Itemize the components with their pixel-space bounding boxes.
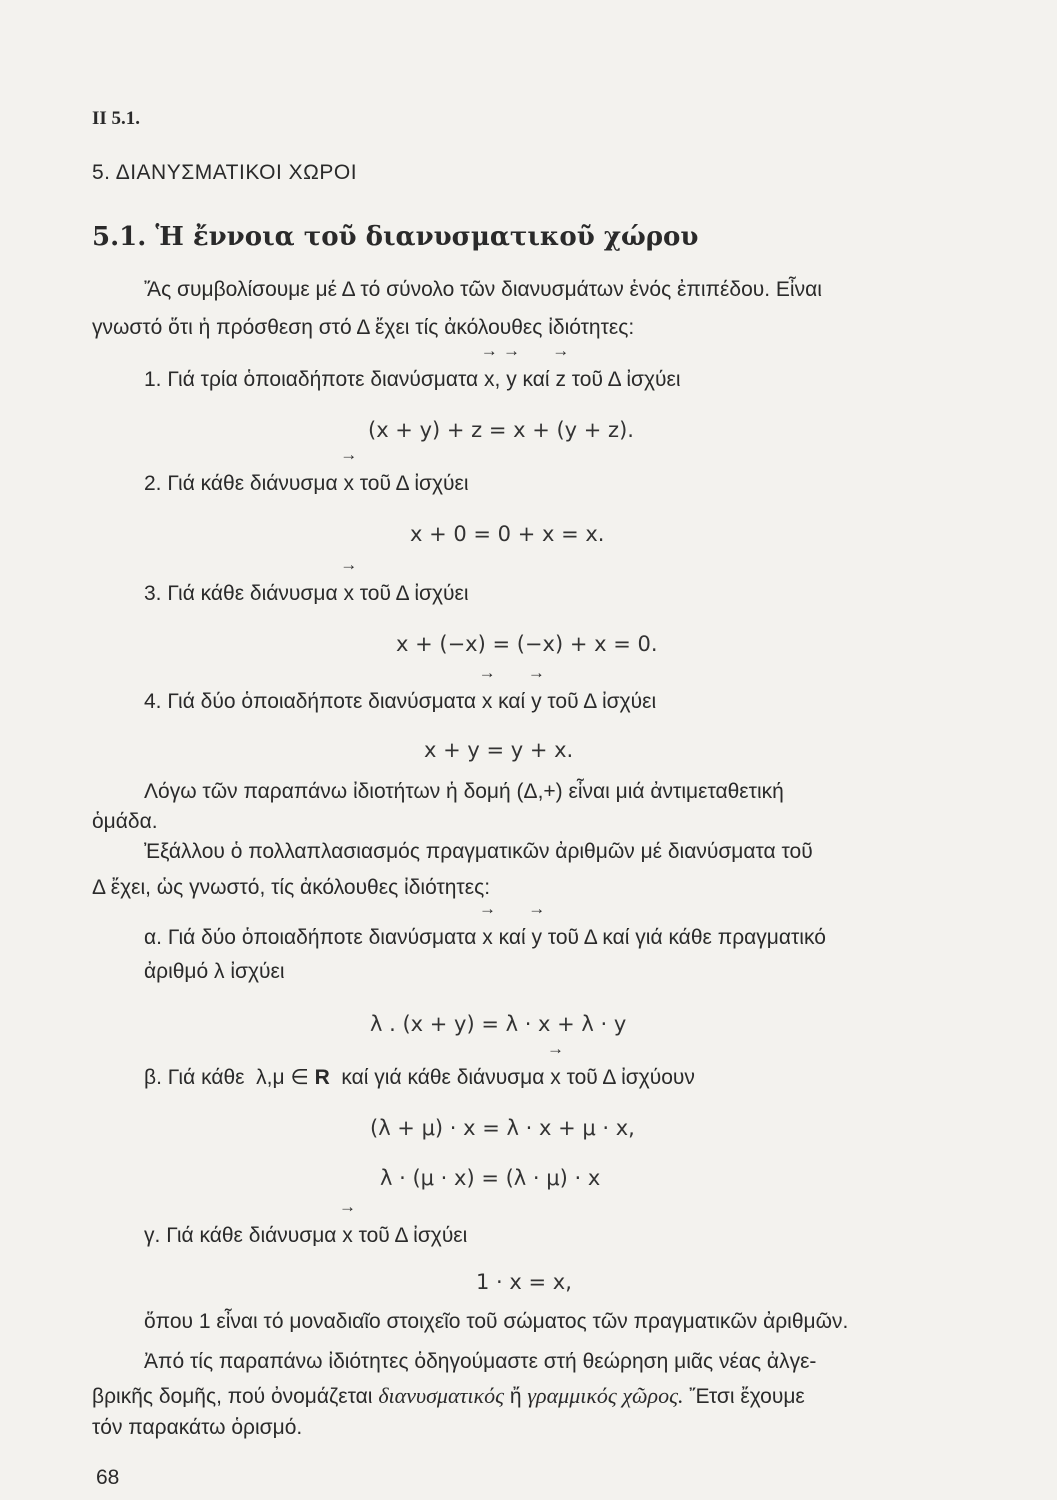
running-header: II 5.1. xyxy=(92,108,141,129)
scalar-intro-line-2: Δ ἔχει, ὡς γνωστό, τίς ἀκόλουθες ἰδιότητες: xyxy=(92,876,491,899)
prop-1-vector-x: → x xyxy=(484,364,495,396)
property-gamma xyxy=(144,1220,467,1252)
formula-associativity: (x + y) + z = x + (y + z). xyxy=(368,418,634,442)
formula-associative-scalars: λ · (μ · x) = (λ · μ) · x xyxy=(380,1166,601,1190)
prop-2-text-a: Γιά κάθε διάνυσμα xyxy=(167,472,338,495)
formula-distributive-scalars: (λ + μ) · x = λ · x + μ · x, xyxy=(370,1116,635,1140)
page-number: 68 xyxy=(96,1466,120,1489)
prop-alpha-vector-y: → y xyxy=(532,922,543,954)
prop-4-text-b: τοῦ Δ ἰσχύει xyxy=(547,690,657,713)
prop-1-separator: , xyxy=(494,368,501,391)
prop-alpha-label: α. xyxy=(144,926,162,949)
prop-3-text-b: τοῦ Δ ἰσχύει xyxy=(359,582,469,605)
prop-beta-real-set: R xyxy=(314,1066,330,1089)
property-4 xyxy=(144,686,656,718)
conclusion-line-2-a: βρικῆς δομῆς, πού ὀνομάζεται xyxy=(92,1385,373,1408)
prop-4-text-a: Γιά δύο ὁποιαδήποτε διανύσματα xyxy=(167,690,476,713)
prop-alpha-text-b: τοῦ Δ καί γιά κάθε πραγματικό xyxy=(547,926,826,949)
prop-3-number: 3. xyxy=(144,582,162,605)
prop-gamma-text-a: Γιά κάθε διάνυσμα xyxy=(166,1224,337,1247)
property-beta xyxy=(144,1062,695,1094)
formula-identity: x + 0 = 0 + x = x. xyxy=(410,522,605,546)
conclusion-line-3: τόν παρακάτω ὁρισμό. xyxy=(92,1416,303,1439)
unit-element-line: ὅπου 1 εἶναι τό μοναδιαῖο στοιχεῖο τοῦ σώματος τῶν πραγματικῶν ἀριθμῶν. xyxy=(144,1310,849,1333)
prop-1-vector-z: → z xyxy=(555,364,566,396)
prop-2-text-b: τοῦ Δ ἰσχύει xyxy=(359,472,469,495)
abelian-line-2: ὁμάδα. xyxy=(92,810,158,833)
formula-distributive-vectors: λ . (x + y) = λ · x + λ · y xyxy=(370,1012,627,1036)
prop-alpha-and: καί xyxy=(498,926,526,949)
intro-line-2: γνωστό ὅτι ἡ πρόσθεση στό Δ ἔχει τίς ἀκόλουθες ἰδιότητες: xyxy=(92,316,635,339)
prop-2-vector-x: → x xyxy=(343,468,354,500)
abelian-line-1: Λόγω τῶν παραπάνω ἰδιοτήτων ἡ δομή (Δ,+) εἶναι μιά ἀντιμεταθετική xyxy=(144,780,784,803)
scalar-intro-line-1: Ἐξάλλου ὁ πολλαπλασιασμός πραγματικῶν ἀριθμῶν μέ διανύσματα τοῦ xyxy=(144,840,813,863)
prop-1-vector-y: → y xyxy=(506,364,517,396)
prop-4-vector-y: → y xyxy=(531,686,542,718)
prop-1-number: 1. xyxy=(144,368,162,391)
prop-alpha-text-a: Γιά δύο ὁποιαδήποτε διανύσματα xyxy=(167,926,477,949)
chapter-title: 5. ΔΙΑΝΥΣΜΑΤΙΚΟΙ ΧΩΡΟΙ xyxy=(92,161,358,184)
prop-4-vector-x: → x xyxy=(482,686,493,718)
prop-2-number: 2. xyxy=(144,472,162,495)
term-vector-space: διανυσματικός xyxy=(378,1383,504,1408)
prop-gamma-vector-x: → x xyxy=(342,1220,353,1252)
prop-gamma-label: γ. xyxy=(144,1224,161,1247)
prop-4-and: καί xyxy=(498,690,526,713)
prop-alpha-vector-x: → x xyxy=(482,922,493,954)
prop-beta-vars: λ,μ ∈ xyxy=(256,1066,309,1089)
conclusion-or: ἤ xyxy=(509,1385,522,1408)
property-2 xyxy=(144,468,469,500)
prop-alpha-line-2: ἀριθμό λ ἰσχύει xyxy=(144,960,285,983)
conclusion-line-2 xyxy=(92,1380,805,1413)
section-title: 5.1. Ἡ ἔννοια τοῦ διανυσματικοῦ χώρου xyxy=(92,222,699,252)
prop-beta-text-b: τοῦ Δ ἰσχύουν xyxy=(566,1066,695,1089)
property-3 xyxy=(144,578,469,610)
term-linear-space: γραμμικός χῶρος. xyxy=(527,1383,684,1408)
property-1 xyxy=(144,364,680,396)
formula-unit: 1 · x = x, xyxy=(476,1270,572,1294)
prop-1-and: καί xyxy=(522,368,550,391)
conclusion-line-1: Ἀπό τίς παραπάνω ἰδιότητες ὁδηγούμαστε στή θεώρηση μιᾶς νέας ἀλγε- xyxy=(144,1350,817,1373)
prop-4-number: 4. xyxy=(144,690,162,713)
prop-3-text-a: Γιά κάθε διάνυσμα xyxy=(167,582,338,605)
prop-beta-text-a: Γιά κάθε xyxy=(167,1066,245,1089)
prop-3-vector-x: → x xyxy=(343,578,354,610)
prop-beta-vector-x: → x xyxy=(550,1062,561,1094)
intro-line-1: Ἄς συμβολίσουμε μέ Δ τό σύνολο τῶν διανυσμάτων ἑνός ἐπιπέδου. Εἶναι xyxy=(144,278,822,301)
prop-beta-text-c: καί γιά κάθε διάνυσμα xyxy=(341,1066,545,1089)
property-alpha xyxy=(144,922,826,954)
prop-gamma-text-b: τοῦ Δ ἰσχύει xyxy=(358,1224,468,1247)
formula-inverse: x + (−x) = (−x) + x = 0. xyxy=(396,632,658,656)
prop-beta-label: β. xyxy=(144,1066,162,1089)
formula-commutativity: x + y = y + x. xyxy=(424,738,574,762)
prop-1-text-a: Γιά τρία ὁποιαδήποτε διανύσματα xyxy=(167,368,479,391)
conclusion-line-2-b: Ἔτσι ἔχουμε xyxy=(689,1385,805,1408)
prop-1-text-b: τοῦ Δ ἰσχύει xyxy=(571,368,681,391)
